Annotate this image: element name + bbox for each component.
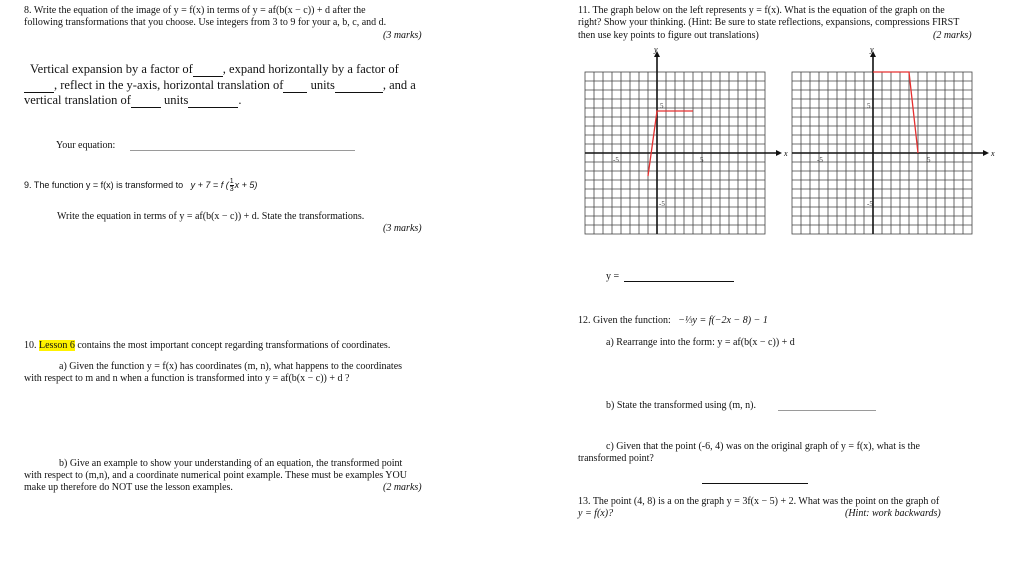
q11-answer-line[interactable]	[624, 281, 734, 282]
graph-tick-label: 5	[927, 156, 931, 164]
q12-stem	[578, 315, 768, 327]
q9-stem-text: 9. The function y = f(x) is transformed to	[24, 179, 184, 190]
q8-fill-text: Vertical expansion by a factor of	[30, 62, 193, 76]
graph-axis-label-x: x	[784, 149, 788, 158]
x-axis-arrow-icon	[983, 150, 989, 156]
graph-tick-label: -5	[867, 200, 873, 208]
q12c-line1: c) Given that the point (-6, 4) was on the original graph of y = f(x), what is the	[606, 441, 920, 452]
q12a: a) Rearrange into the form: y = af(b(x − c)) + d	[606, 337, 795, 348]
x-axis-arrow-icon	[776, 150, 782, 156]
q10b-line1: b) Give an example to show your understanding of an equation, the transformed point	[59, 458, 403, 469]
q11-line1: 11. The graph below on the left represents y = f(x). What is the equation of the graph on the	[578, 5, 945, 16]
q8-fill-text: units	[310, 78, 335, 92]
q8-fill-text: , reflect in the y-axis, horizontal translation of	[54, 78, 284, 92]
q11-line3: then use key points to figure out translations)	[578, 30, 759, 41]
q9-eq-a: y + 7 = f (	[190, 179, 229, 190]
q8-fill-text: , and a	[382, 78, 416, 92]
graph-tick-label: -5	[817, 156, 823, 164]
q13-line1: 13. The point (4, 8) is a on the graph y = 3f(x − 5) + 2. What was the point on the graph of	[578, 496, 940, 507]
q8-answer-line[interactable]	[130, 150, 355, 151]
graph-left	[580, 46, 795, 236]
graph-tick-label: 5	[660, 102, 664, 110]
q10b-line3: make up therefore do NOT use the lesson examples.	[24, 482, 233, 493]
q9-stem	[24, 178, 257, 193]
q8-fill-text: vertical translation of	[24, 93, 131, 107]
graph-axis-label-y: y	[654, 46, 658, 54]
q11-answer-label: y =	[606, 271, 620, 282]
q12c-line2: transformed point?	[578, 453, 654, 464]
q10-header	[24, 340, 390, 352]
q8-fill-text: , expand horizontally by a factor of	[222, 62, 399, 76]
graph-right	[787, 46, 1002, 236]
graph-tick-label: 5	[867, 102, 871, 110]
answer-blank[interactable]	[283, 81, 307, 93]
answer-blank[interactable]	[131, 96, 161, 108]
answer-blank[interactable]	[193, 65, 223, 77]
q11-line2: right? Show your thinking. (Hint: Be sure to state reflections, expansions, compressions FIRST	[578, 17, 960, 28]
q8-fill-text: .	[238, 93, 242, 107]
q12-equation: −⅓y = f(−2x − 8) − 1	[678, 315, 768, 326]
q12b-answer-line[interactable]	[778, 410, 876, 411]
q13-hint: (Hint: work backwards)	[845, 508, 941, 519]
q9-marks: (3 marks)	[383, 223, 422, 234]
graph-axis-label-y: y	[870, 46, 874, 54]
q10a-line2: with respect to m and n when a function is transformed into y = af(b(x − c)) + d ?	[24, 373, 350, 384]
graph-curve-f	[648, 111, 693, 176]
q10a-line1: a) Given the function y = f(x) has coordinates (m, n), what happens to the coordinates	[59, 361, 403, 372]
q8-fill-line3	[24, 92, 241, 108]
q10b-marks: (2 marks)	[383, 482, 422, 493]
q8-header-line2: following transformations that you choose. Use integers from 3 to 9 for your a, b, c, and d.	[24, 17, 387, 28]
q8-fill-text: units	[164, 93, 189, 107]
q10-text: contains the most important concept regarding transformations of coordinates.	[77, 340, 391, 351]
q8-header-line1: 8. Write the equation of the image of y = f(x) in terms of y = af(b(x − c)) + d after the	[24, 5, 366, 16]
q9-frac-den: 3	[229, 186, 234, 193]
graph-curve-transformed	[873, 72, 918, 153]
q8-fill-line2	[24, 77, 416, 93]
q10-number: 10.	[24, 340, 37, 351]
graph-axis-label-x: x	[991, 149, 995, 158]
q11-marks: (2 marks)	[933, 30, 972, 41]
q13-line2: y = f(x)?	[578, 508, 614, 519]
q9-frac-num: 1	[229, 178, 234, 185]
q12c-answer-line[interactable]	[702, 483, 808, 484]
q9-eq-b: x + 5)	[234, 179, 258, 190]
graph-tick-label: 5	[700, 156, 704, 164]
graph-tick-label: -5	[613, 156, 619, 164]
q8-fill-line1	[30, 61, 399, 77]
answer-blank[interactable]	[188, 96, 238, 108]
q9-instruction: Write the equation in terms of y = af(b(x − c)) + d. State the transformations.	[57, 211, 365, 222]
lesson-highlight: Lesson 6	[39, 340, 75, 351]
q8-your-equation-label: Your equation:	[56, 140, 116, 151]
answer-blank[interactable]	[335, 81, 383, 93]
q9-fraction	[230, 178, 234, 193]
q12-stem-text: 12. Given the function:	[578, 315, 671, 326]
q8-marks: (3 marks)	[383, 30, 422, 41]
q10b-line2: with respect to (m,n), and a coordinate numerical point example. These must be examples YOU	[24, 470, 407, 481]
q12b: b) State the transformed using (m, n).	[606, 400, 756, 411]
graph-tick-label: -5	[659, 200, 665, 208]
